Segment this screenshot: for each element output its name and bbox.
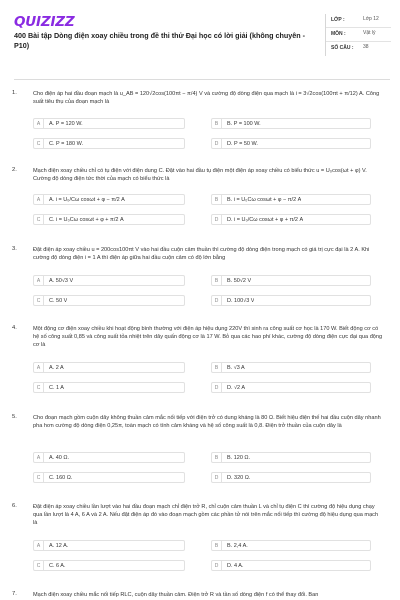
option-b[interactable] (211, 362, 371, 373)
option-letter: A (34, 541, 44, 550)
option-text: C. P = 180 W. (49, 140, 83, 147)
question-number: 1. (12, 90, 17, 96)
quizizz-logo: QUIZIZZ (14, 14, 75, 30)
document-title: 400 Bài tập Dòng điện xoay chiều trong đề thi thử Đại học có lời giải (không chuyên - P10) (14, 31, 306, 50)
question-text: Mạch điện xoay chiều chỉ có tụ điện với điện dung C. Đặt vào hai đầu tụ điện một điện áp xoay chiều có biểu thức u = U₀cos(ωt + φ) V. Cường độ dòng điện tức thời của mạch có biểu thức là (33, 168, 367, 182)
question-text: Đặt điện áp xoay chiều lần lượt vào hai đầu đoạn mạch chỉ điện trở R, chỉ cuộn cảm thuần L và chỉ tụ điện C thì cường độ hiệu dụng chạy qua lần lượt là 4 A, 6 A và 2 A. Nếu đặt điện áp đó vào đoạn mạch gồm các phần tử nói trên mắc nối tiếp thì cường độ hiệu dụng qua mạch là (33, 504, 379, 526)
header-divider (14, 79, 390, 80)
meta-table (325, 14, 391, 56)
question-text: Cho đoạn mạch gồm cuộn dây không thuần cảm mắc nối tiếp với điện trở có dung kháng là 80 Ω. Biết hiệu điện thế hai đầu cuộn dây nhanh pha hơn cường độ dòng điện 0,25π, toàn mạch có tính cảm kháng và hệ số công suất là 0,8. Điện trở thuần của cuộn dây là (33, 415, 381, 429)
option-letter: A (34, 453, 44, 462)
meta-value: 38 (363, 44, 369, 50)
option-text: B. 50√2 V (227, 277, 252, 284)
option-letter: C (34, 473, 44, 482)
option-text: C. 1 A (49, 384, 64, 391)
option-c[interactable] (33, 560, 185, 571)
question-2 (12, 167, 390, 239)
option-letter: B (212, 276, 222, 285)
option-letter: B (212, 453, 222, 462)
question-number: 3. (12, 246, 17, 252)
option-letter: B (212, 119, 222, 128)
option-d[interactable] (211, 472, 371, 483)
option-letter: A (34, 276, 44, 285)
option-c[interactable] (33, 382, 185, 393)
option-letter: C (34, 296, 44, 305)
option-letter: C (34, 215, 44, 224)
option-c[interactable] (33, 295, 185, 306)
option-text: B. √3 A (227, 364, 245, 371)
option-text: D. P = 50 W. (227, 140, 258, 147)
option-letter: A (34, 195, 44, 204)
question-number: 7. (12, 591, 17, 597)
question-number: 4. (12, 325, 17, 331)
option-a[interactable] (33, 540, 185, 551)
question-number: 2. (12, 167, 17, 173)
option-text: D. 100√3 V (227, 297, 255, 304)
option-b[interactable] (211, 275, 371, 286)
option-text: B. P = 100 W. (227, 120, 261, 127)
question-1 (12, 90, 390, 156)
option-text: C. 6 A. (49, 562, 66, 569)
option-letter: C (34, 561, 44, 570)
option-c[interactable] (33, 214, 185, 225)
option-text: A. 50√3 V (49, 277, 74, 284)
option-text: B. 2,4 A. (227, 542, 248, 549)
option-b[interactable] (211, 540, 371, 551)
option-d[interactable] (211, 214, 371, 225)
option-text: D. √2 A (227, 384, 245, 391)
meta-row-class (326, 14, 391, 28)
option-letter: D (212, 139, 222, 148)
option-text: B. i = U₀Cω cosωt + φ − π/2 A (227, 196, 302, 203)
option-d[interactable] (211, 382, 371, 393)
option-letter: B (212, 195, 222, 204)
option-d[interactable] (211, 295, 371, 306)
option-a[interactable] (33, 118, 185, 129)
meta-row-question-count (326, 42, 391, 56)
option-a[interactable] (33, 194, 185, 205)
option-text: C. 50 V (49, 297, 68, 304)
option-text: D. i = U₀/Cω cosωt + φ + π/2 A (227, 216, 304, 223)
option-letter: C (34, 383, 44, 392)
option-text: A. i = U₀/Cω cosωt + φ − π/2 A (49, 196, 125, 203)
option-b[interactable] (211, 118, 371, 129)
question-text: Cho điện áp hai đầu đoạn mạch là u_AB = 120√2cos(100πt − π/4) V và cường độ dòng điện qua mạch là i = 3√2cos(100πt + π/12) A. Công suất tiêu thụ của đoạn mạch là (33, 91, 380, 105)
option-text: D. 4 A. (227, 562, 244, 569)
option-letter: D (212, 383, 222, 392)
option-letter: C (34, 139, 44, 148)
option-letter: D (212, 561, 222, 570)
question-number: 6. (12, 503, 17, 509)
option-letter: D (212, 473, 222, 482)
question-number: 5. (12, 414, 17, 420)
meta-value: Lớp 12 (363, 16, 379, 22)
option-letter: B (212, 363, 222, 372)
meta-key: MÔN : (331, 31, 346, 37)
page-header (0, 0, 400, 80)
option-d[interactable] (211, 138, 371, 149)
question-3 (12, 246, 390, 316)
option-text: A. 12 A. (49, 542, 69, 549)
question-text: Đặt điện áp xoay chiều u = 200cos100πt V vào hai đầu cuộn cảm thuần thì cường độ dòng điện trong mạch có giá trị cực đại là 2 A. Khi cường độ dòng điện i = 1 A thì điện áp giữa hai đầu cuộn cảm có độ lớn bằng (33, 247, 370, 261)
option-b[interactable] (211, 194, 371, 205)
option-text: B. 120 Ω. (227, 454, 251, 461)
option-a[interactable] (33, 275, 185, 286)
option-a[interactable] (33, 362, 185, 373)
option-letter: A (34, 363, 44, 372)
option-c[interactable] (33, 472, 185, 483)
meta-key: LỚP : (331, 17, 345, 23)
question-7 (12, 591, 390, 600)
meta-key: SỐ CÂU : (331, 45, 354, 51)
option-c[interactable] (33, 138, 185, 149)
meta-value: Vật lý (363, 30, 376, 36)
option-d[interactable] (211, 560, 371, 571)
option-letter: B (212, 541, 222, 550)
question-text: Mạch điện xoay chiều mắc nối tiếp RLC, cuộn dây thuần cảm. Điện trở R và tần số dòng điện f có thể thay đổi. Ban (33, 592, 319, 598)
option-letter: D (212, 215, 222, 224)
option-text: A. P = 120 W. (49, 120, 83, 127)
option-text: D. 320 Ω. (227, 474, 251, 481)
option-b[interactable] (211, 452, 371, 463)
meta-row-subject (326, 28, 391, 42)
question-4 (12, 325, 390, 405)
question-6 (12, 503, 390, 581)
option-a[interactable] (33, 452, 185, 463)
option-text: C. 160 Ω. (49, 474, 73, 481)
option-text: C. i = U₀Cω cosωt + φ + π/2 A (49, 216, 124, 223)
question-text: Một động cơ điện xoay chiều khi hoạt động bình thường với điện áp hiệu dụng 220V thì sinh ra công suất cơ học là 170 W. Biết động cơ có hệ số công suất 0,85 và công suất tỏa nhiệt trên dây quấn động cơ là 17 W. Bỏ qua các hao phí khác, cường độ dòng điện cực đại qua động cơ là (33, 326, 383, 348)
question-5 (12, 414, 390, 494)
option-letter: A (34, 119, 44, 128)
option-text: A. 2 A (49, 364, 64, 371)
option-text: A. 40 Ω. (49, 454, 70, 461)
option-letter: D (212, 296, 222, 305)
